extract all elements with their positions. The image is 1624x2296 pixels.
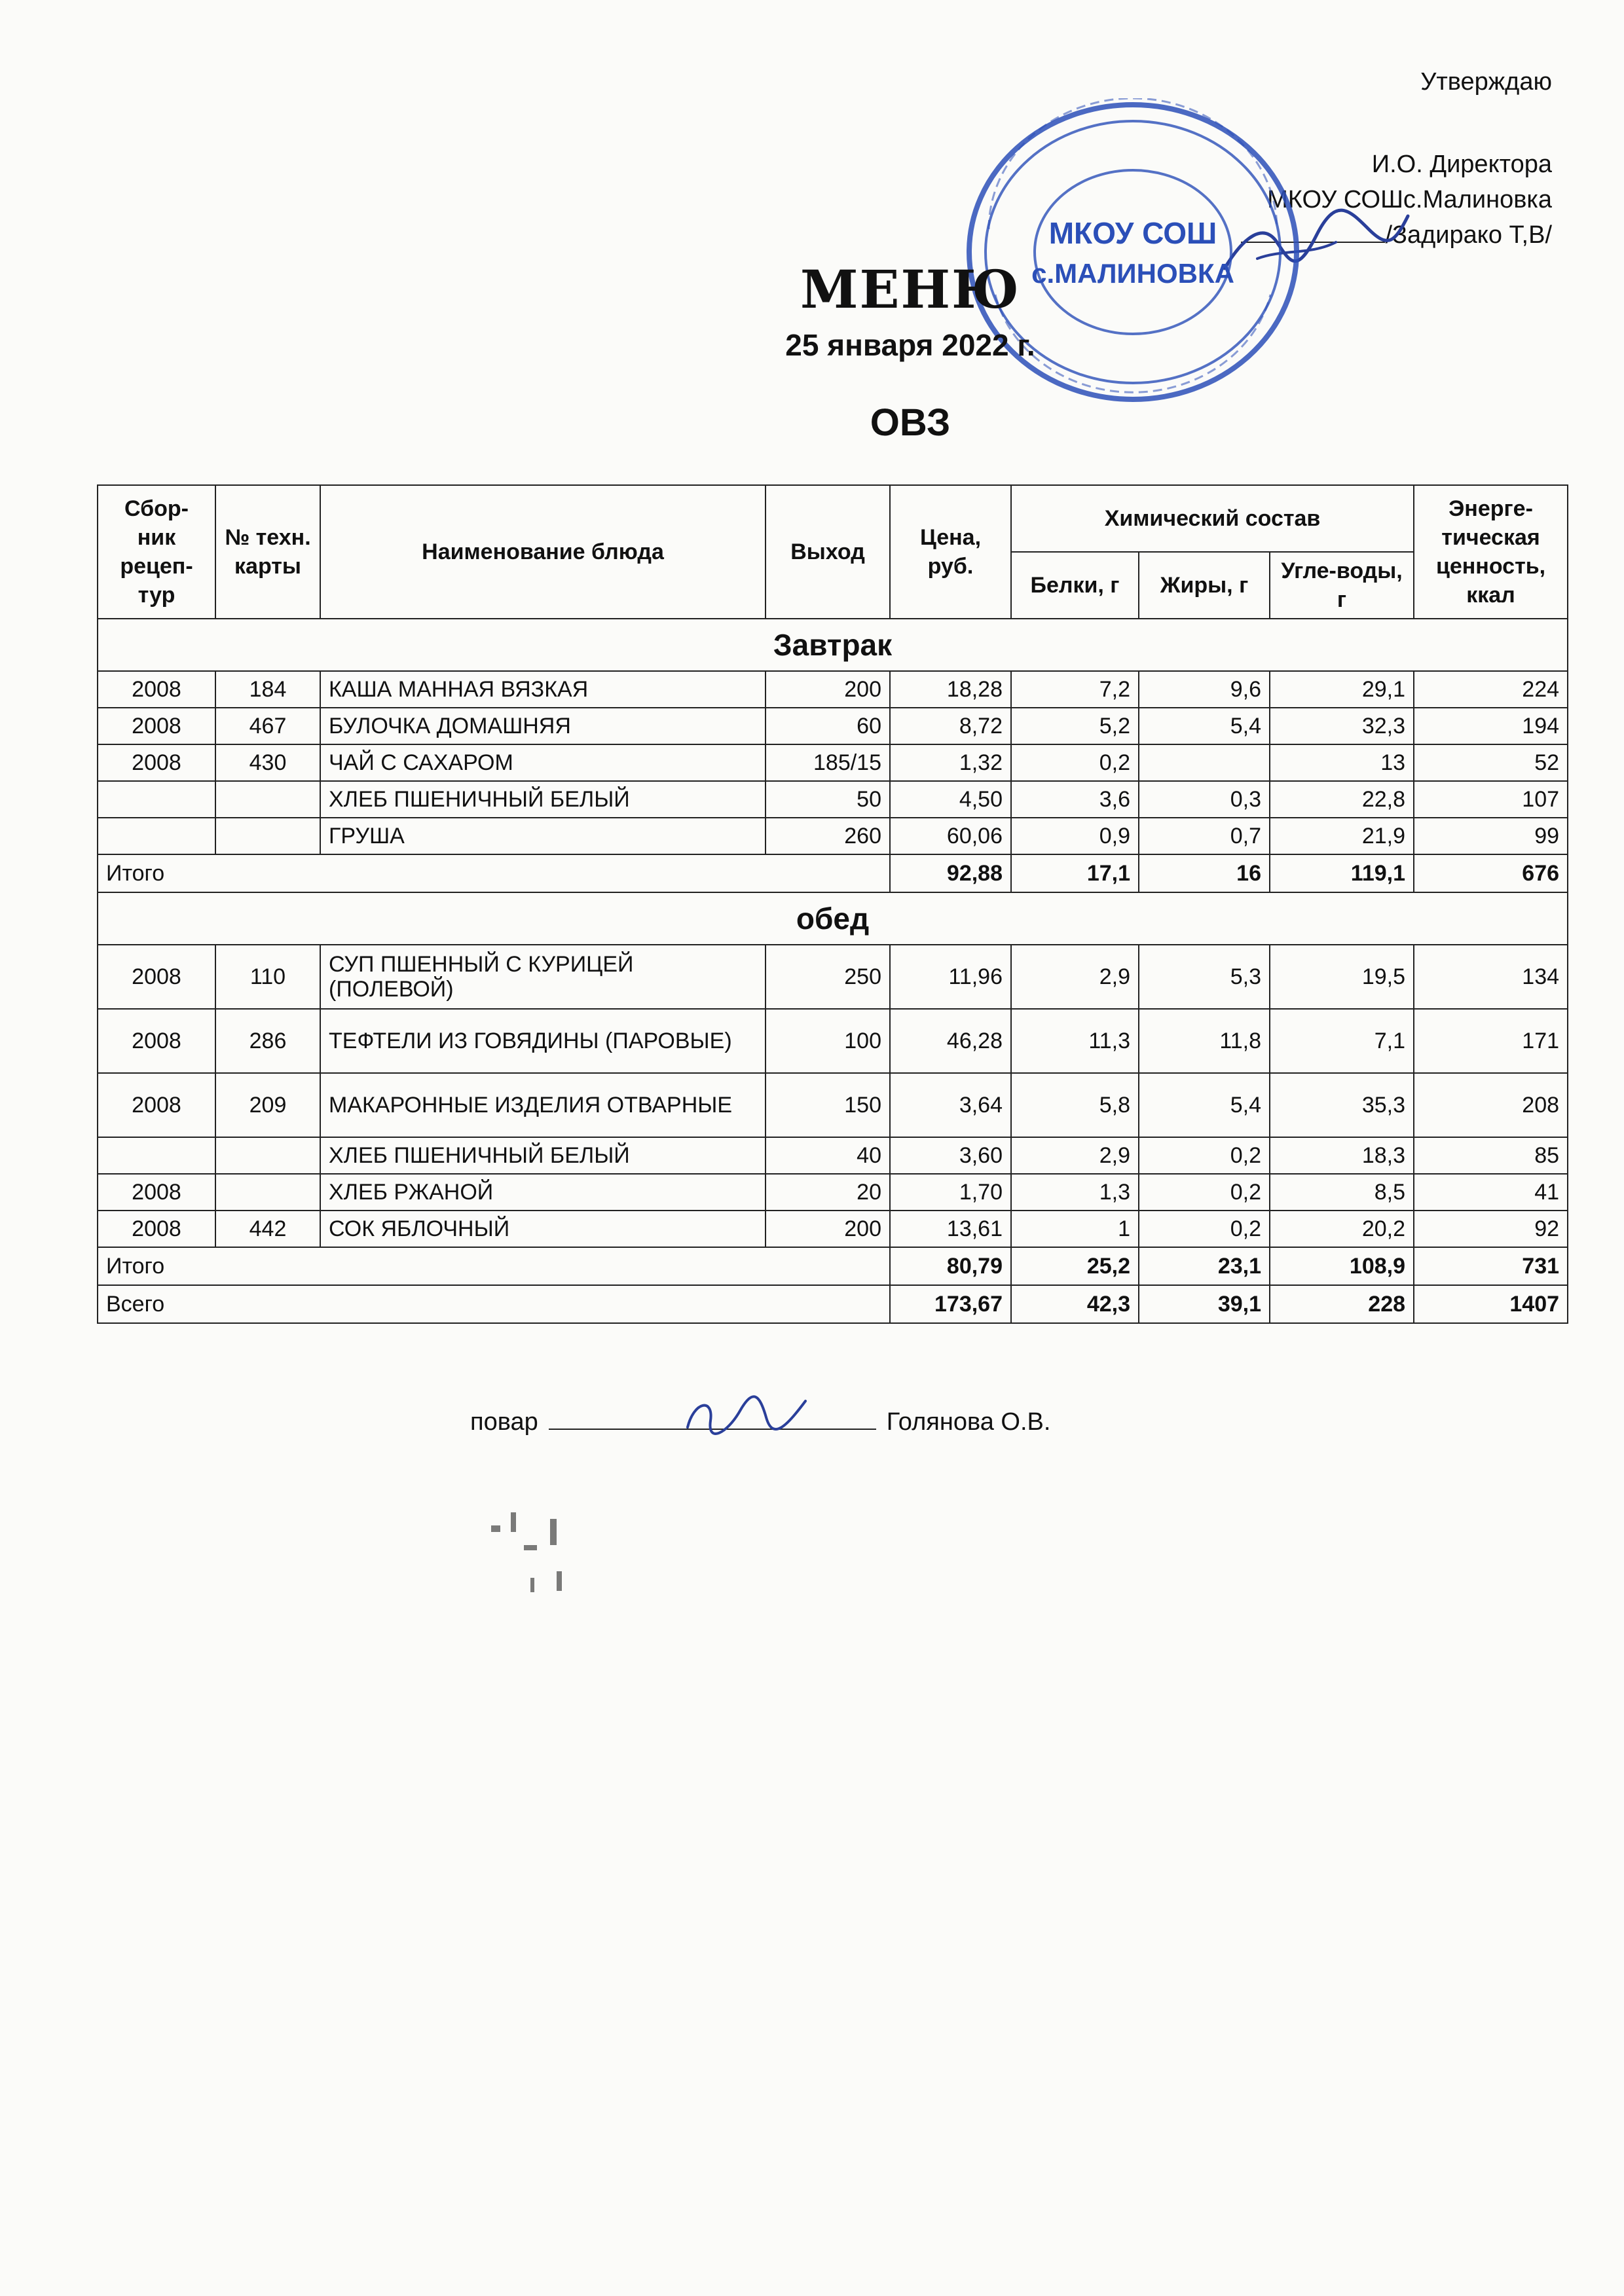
cell-carbs: 7,1 (1270, 1009, 1414, 1073)
lunch-total-energy: 731 (1414, 1247, 1568, 1285)
cell-card (215, 818, 320, 854)
lunch-total-row (98, 1247, 1568, 1285)
cell-price: 11,96 (890, 945, 1011, 1009)
cell-dish-name: БУЛОЧКА ДОМАШНЯЯ (320, 708, 766, 744)
cell-collection: 2008 (98, 1174, 215, 1211)
cell-proteins: 7,2 (1011, 671, 1139, 708)
breakfast-total-proteins: 17,1 (1011, 854, 1139, 892)
cell-fats: 0,2 (1139, 1137, 1270, 1174)
approval-signatory: /Задирако Т,В/ (1385, 221, 1552, 249)
cell-proteins: 5,8 (1011, 1073, 1139, 1137)
cell-proteins: 2,9 (1011, 1137, 1139, 1174)
section-lunch-label: обед (98, 892, 1568, 945)
table-row (98, 1009, 1568, 1073)
cell-collection (98, 818, 215, 854)
cell-card: 209 (215, 1073, 320, 1137)
cell-energy: 41 (1414, 1174, 1568, 1211)
cell-price: 13,61 (890, 1211, 1011, 1247)
cell-price: 3,60 (890, 1137, 1011, 1174)
scan-specks (485, 1499, 616, 1630)
cell-carbs: 35,3 (1270, 1073, 1414, 1137)
grand-total-row (98, 1285, 1568, 1323)
lunch-total-price: 80,79 (890, 1247, 1011, 1285)
cell-collection (98, 781, 215, 818)
cell-card: 110 (215, 945, 320, 1009)
cell-output: 185/15 (766, 744, 890, 781)
stamp-center-line1: МКОУ СОШ (1048, 216, 1217, 250)
header-proteins: Белки, г (1011, 552, 1139, 619)
cell-price: 60,06 (890, 818, 1011, 854)
breakfast-total-energy: 676 (1414, 854, 1568, 892)
table-row (98, 1211, 1568, 1247)
cell-dish-name: ГРУША (320, 818, 766, 854)
cell-card: 442 (215, 1211, 320, 1247)
cell-carbs: 13 (1270, 744, 1414, 781)
cell-energy: 99 (1414, 818, 1568, 854)
cook-name: Голянова О.В. (886, 1408, 1051, 1436)
cell-dish-name: СОК ЯБЛОЧНЫЙ (320, 1211, 766, 1247)
cell-price: 8,72 (890, 708, 1011, 744)
cell-fats: 9,6 (1139, 671, 1270, 708)
cell-proteins: 0,9 (1011, 818, 1139, 854)
cell-carbs: 8,5 (1270, 1174, 1414, 1211)
breakfast-total-label: Итого (98, 854, 890, 892)
grand-total-label: Всего (98, 1285, 890, 1323)
table-row (98, 1073, 1568, 1137)
table-row (98, 781, 1568, 818)
breakfast-total-carbs: 119,1 (1270, 854, 1414, 892)
table-row (98, 818, 1568, 854)
cell-collection: 2008 (98, 1211, 215, 1247)
cell-price: 18,28 (890, 671, 1011, 708)
cell-collection: 2008 (98, 744, 215, 781)
cell-output: 60 (766, 708, 890, 744)
cell-card (215, 1174, 320, 1211)
cell-collection: 2008 (98, 708, 215, 744)
cook-signature (681, 1388, 812, 1440)
cell-carbs: 21,9 (1270, 818, 1414, 854)
header-carbs: Угле-воды, г (1270, 552, 1414, 619)
cell-dish-name: СУП ПШЕННЫЙ С КУРИЦЕЙ (ПОЛЕВОЙ) (320, 945, 766, 1009)
cell-carbs: 29,1 (1270, 671, 1414, 708)
cell-collection: 2008 (98, 945, 215, 1009)
cell-fats (1139, 744, 1270, 781)
cell-card: 430 (215, 744, 320, 781)
cell-fats: 0,2 (1139, 1211, 1270, 1247)
cell-energy: 194 (1414, 708, 1568, 744)
cell-collection: 2008 (98, 671, 215, 708)
cell-proteins: 11,3 (1011, 1009, 1139, 1073)
grand-total-energy: 1407 (1414, 1285, 1568, 1323)
cell-card (215, 1137, 320, 1174)
menu-date: 25 января 2022 г. (785, 328, 1035, 362)
grand-total-price: 173,67 (890, 1285, 1011, 1323)
cell-proteins: 1 (1011, 1211, 1139, 1247)
cell-energy: 92 (1414, 1211, 1568, 1247)
cell-card (215, 781, 320, 818)
cell-proteins: 2,9 (1011, 945, 1139, 1009)
lunch-total-fats: 23,1 (1139, 1247, 1270, 1285)
cell-output: 40 (766, 1137, 890, 1174)
cell-carbs: 18,3 (1270, 1137, 1414, 1174)
cell-dish-name: ХЛЕБ ПШЕНИЧНЫЙ БЕЛЫЙ (320, 781, 766, 818)
breakfast-total-fats: 16 (1139, 854, 1270, 892)
cell-carbs: 32,3 (1270, 708, 1414, 744)
header-price: Цена, руб. (890, 485, 1011, 619)
table-row (98, 1174, 1568, 1211)
header-dish-name: Наименование блюда (320, 485, 766, 619)
cell-energy: 107 (1414, 781, 1568, 818)
section-breakfast (98, 619, 1568, 671)
cell-collection: 2008 (98, 1073, 215, 1137)
cell-price: 3,64 (890, 1073, 1011, 1137)
cook-role: повар (470, 1408, 538, 1436)
cell-dish-name: ХЛЕБ РЖАНОЙ (320, 1174, 766, 1211)
cell-energy: 85 (1414, 1137, 1568, 1174)
header-chem: Химический состав (1011, 485, 1414, 552)
cell-carbs: 19,5 (1270, 945, 1414, 1009)
cell-energy: 224 (1414, 671, 1568, 708)
cell-energy: 134 (1414, 945, 1568, 1009)
cell-carbs: 20,2 (1270, 1211, 1414, 1247)
section-lunch (98, 892, 1568, 945)
lunch-total-label: Итого (98, 1247, 890, 1285)
breakfast-total-row (98, 854, 1568, 892)
cell-output: 200 (766, 1211, 890, 1247)
cell-output: 100 (766, 1009, 890, 1073)
cell-price: 1,70 (890, 1174, 1011, 1211)
cell-fats: 5,3 (1139, 945, 1270, 1009)
cell-output: 260 (766, 818, 890, 854)
cell-output: 150 (766, 1073, 890, 1137)
cell-energy: 208 (1414, 1073, 1568, 1137)
header-energy: Энерге-тическая ценность, ккал (1414, 485, 1568, 619)
section-breakfast-label: Завтрак (98, 619, 1568, 671)
cell-price: 4,50 (890, 781, 1011, 818)
table-row (98, 671, 1568, 708)
cell-proteins: 3,6 (1011, 781, 1139, 818)
cell-dish-name: КАША МАННАЯ ВЯЗКАЯ (320, 671, 766, 708)
cell-fats: 5,4 (1139, 708, 1270, 744)
header-output: Выход (766, 485, 890, 619)
cell-output: 250 (766, 945, 890, 1009)
cell-output: 200 (766, 671, 890, 708)
approval-position: И.О. Директора (1371, 151, 1552, 178)
cell-fats: 0,2 (1139, 1174, 1270, 1211)
cell-dish-name: ЧАЙ С САХАРОМ (320, 744, 766, 781)
table-row (98, 945, 1568, 1009)
cell-dish-name: ХЛЕБ ПШЕНИЧНЫЙ БЕЛЫЙ (320, 1137, 766, 1174)
cell-energy: 52 (1414, 744, 1568, 781)
table-row (98, 1137, 1568, 1174)
cell-output: 20 (766, 1174, 890, 1211)
cell-energy: 171 (1414, 1009, 1568, 1073)
table-row (98, 744, 1568, 781)
cell-proteins: 5,2 (1011, 708, 1139, 744)
cell-proteins: 1,3 (1011, 1174, 1139, 1211)
cell-fats: 0,7 (1139, 818, 1270, 854)
stamp-center-line2: с.МАЛИНОВКА (1031, 258, 1234, 289)
lunch-total-carbs: 108,9 (1270, 1247, 1414, 1285)
cell-card: 467 (215, 708, 320, 744)
breakfast-total-price: 92,88 (890, 854, 1011, 892)
page-title: МЕНЮ (800, 259, 1021, 320)
cell-fats: 11,8 (1139, 1009, 1270, 1073)
grand-total-carbs: 228 (1270, 1285, 1414, 1323)
table-row (98, 708, 1568, 744)
cell-card: 184 (215, 671, 320, 708)
menu-table (97, 484, 1568, 1324)
cell-fats: 0,3 (1139, 781, 1270, 818)
header-collection: Сбор-ник рецеп-тур (98, 485, 215, 619)
cell-price: 1,32 (890, 744, 1011, 781)
cell-dish-name: МАКАРОННЫЕ ИЗДЕЛИЯ ОТВАРНЫЕ (320, 1073, 766, 1137)
cell-fats: 5,4 (1139, 1073, 1270, 1137)
table-header-row (98, 485, 1568, 552)
header-fats: Жиры, г (1139, 552, 1270, 619)
grand-total-proteins: 42,3 (1011, 1285, 1139, 1323)
approval-header: Утверждаю (1420, 68, 1552, 96)
cell-collection: 2008 (98, 1009, 215, 1073)
cell-carbs: 22,8 (1270, 781, 1414, 818)
cell-dish-name: ТЕФТЕЛИ ИЗ ГОВЯДИНЫ (ПАРОВЫЕ) (320, 1009, 766, 1073)
header-tech-card: № техн. карты (215, 485, 320, 619)
grand-total-fats: 39,1 (1139, 1285, 1270, 1323)
cell-card: 286 (215, 1009, 320, 1073)
cell-price: 46,28 (890, 1009, 1011, 1073)
menu-group: ОВЗ (870, 401, 951, 444)
lunch-total-proteins: 25,2 (1011, 1247, 1139, 1285)
cell-output: 50 (766, 781, 890, 818)
approval-organization: МКОУ СОШс.Малиновка (1267, 186, 1552, 213)
cell-proteins: 0,2 (1011, 744, 1139, 781)
cell-collection (98, 1137, 215, 1174)
